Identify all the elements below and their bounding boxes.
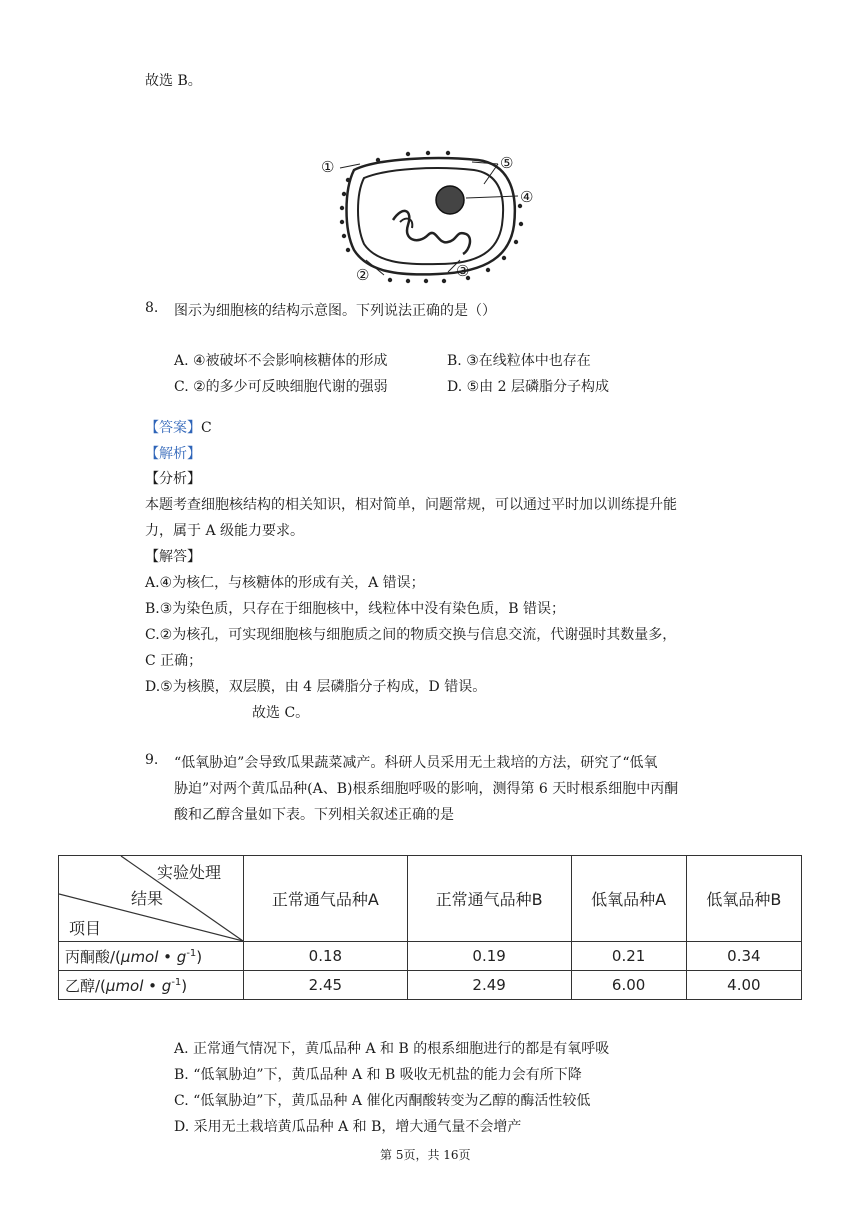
analysis-text-2: 力，属于 A 级能力要求。	[145, 523, 305, 539]
q9-option-a: A. 正常通气情况下，黄瓜品种 A 和 B 的根系细胞进行的都是有氧呼吸	[174, 1041, 610, 1057]
column-header: 正常通气品种B	[407, 856, 571, 942]
table-cell: 0.19	[407, 942, 571, 971]
label-4: ④	[520, 188, 534, 206]
solution-line-c: C.②为核孔，可实现细胞核与细胞质之间的物质交换与信息交流，代谢强时其数量多，	[145, 627, 677, 643]
table-cell: 4.00	[686, 971, 801, 1000]
solution-line-a: A.④为核仁，与核糖体的形成有关，A 错误；	[145, 575, 425, 591]
nucleus-diagram	[318, 150, 550, 290]
column-header: 正常通气品种A	[244, 856, 408, 942]
table-corner-cell	[59, 856, 244, 942]
label-1: ①	[321, 158, 335, 176]
label-5: ⑤	[500, 154, 514, 172]
label-2: ②	[356, 266, 370, 284]
corner-top-label: 实验处理	[157, 863, 222, 882]
table-cell: 2.45	[244, 971, 408, 1000]
chromatin	[393, 211, 470, 254]
table-cell: 0.21	[571, 942, 686, 971]
answer-value: C	[201, 420, 212, 436]
table-cell: 2.49	[407, 971, 571, 1000]
corner-mid-label: 结果	[131, 889, 164, 908]
analysis-text-1: 本题考查细胞核结构的相关知识，相对简单，问题常规，可以通过平时加以训练提升能	[145, 497, 677, 513]
column-header: 低氧品种B	[686, 856, 801, 942]
row-label: 丙酮酸/(μmol • $g^{-1}$)	[59, 942, 244, 971]
q8-stem: 图示为细胞核的结构示意图。下列说法正确的是（）	[174, 303, 496, 319]
table-row	[59, 942, 802, 971]
inner-membrane	[358, 168, 503, 264]
q8-answer	[145, 417, 212, 437]
solution-head: 【解答】	[145, 549, 201, 565]
table-cell: 0.34	[686, 942, 801, 971]
solution-line-d: D.⑤为核膜，双层膜，由 4 层磷脂分子构成，D 错误。	[145, 679, 487, 695]
analysis-head: 【分析】	[145, 471, 201, 487]
page-footer: 第 5页，共 16页	[380, 1148, 471, 1162]
analysis-tag: 【解析】	[145, 446, 201, 462]
row-label: 乙醇/(μmol • $g^{-1}$)	[59, 971, 244, 1000]
table-header-row	[59, 856, 802, 942]
table-cell: 6.00	[571, 971, 686, 1000]
q8-option-a: A. ④被破坏不会影响核糖体的形成	[174, 353, 388, 369]
nucleolus	[436, 186, 464, 214]
q9-number: 9.	[145, 752, 159, 768]
solution-line-b: B.③为染色质，只存在于细胞核中，线粒体中没有染色质，B 错误；	[145, 601, 566, 617]
q8-number: 8.	[145, 300, 159, 316]
column-header: 低氧品种A	[571, 856, 686, 942]
q8-option-b: B. ③在线粒体中也存在	[447, 353, 591, 369]
solution-line-c2: C 正确；	[145, 653, 203, 669]
answer-tag: 【答案】	[145, 420, 201, 436]
q9-stem-line-1: “低氧胁迫”会导致瓜果蔬菜减产。科研人员采用无土栽培的方法，研究了“低氧	[174, 755, 658, 771]
q9-stem-line-2: 胁迫”对两个黄瓜品种(A、B)根系细胞呼吸的影响，测得第 6 天时根系细胞中丙酮	[174, 781, 679, 797]
q9-option-c: C. “低氧胁迫”下，黄瓜品种 A 催化丙酮酸转变为乙醇的酶活性较低	[174, 1093, 591, 1109]
label-3: ③	[456, 262, 470, 280]
q8-conclusion: 故选 C。	[252, 705, 310, 721]
table-cell: 0.18	[244, 942, 408, 971]
q8-option-c: C. ②的多少可反映细胞代谢的强弱	[174, 379, 388, 395]
table-row	[59, 971, 802, 1000]
corner-bottom-label: 项目	[69, 919, 102, 938]
results-table	[58, 855, 802, 1000]
q9-stem-line-3: 酸和乙醇含量如下表。下列相关叙述正确的是	[174, 807, 454, 823]
prev-conclusion: 故选 B。	[145, 73, 202, 89]
q8-option-d: D. ⑤由 2 层磷脂分子构成	[447, 379, 609, 395]
q9-option-b: B. “低氧胁迫”下，黄瓜品种 A 和 B 吸收无机盐的能力会有所下降	[174, 1067, 582, 1083]
nucleus-diagram-svg	[318, 150, 550, 290]
q9-option-d: D. 采用无土栽培黄瓜品种 A 和 B，增大通气量不会增产	[174, 1119, 522, 1135]
